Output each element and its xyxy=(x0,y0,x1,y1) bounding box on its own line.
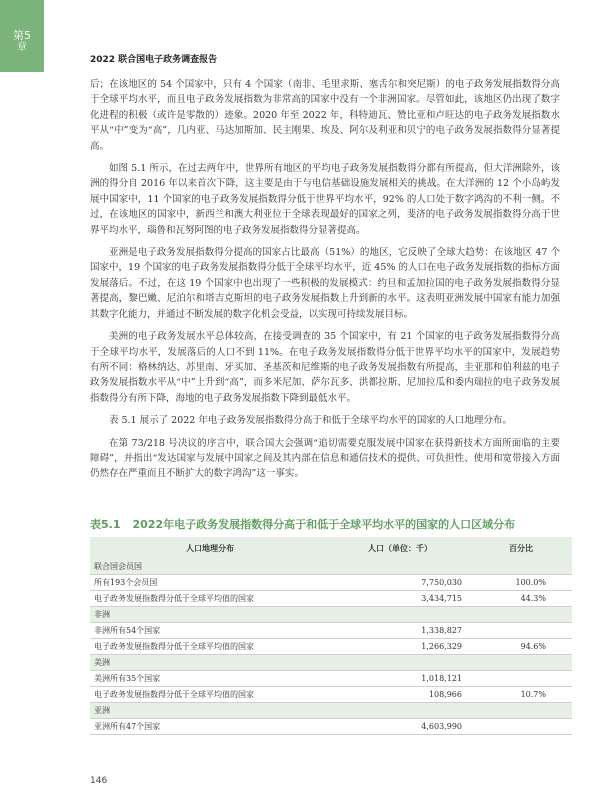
table-group-row xyxy=(90,607,572,623)
population-cell: 1,266,329 xyxy=(330,639,470,655)
percent-cell: 10.7% xyxy=(470,687,572,703)
group-label: 联合国会员国 xyxy=(90,559,572,575)
population-cell: 3,434,715 xyxy=(330,591,470,607)
table-number: 表5.1 xyxy=(90,518,121,531)
paragraph: 表 5.1 展示了 2022 年电子政务发展指数得分高于和低于全球平均水平的国家的人口地理分布。 xyxy=(109,415,512,427)
table-group-row xyxy=(90,655,572,671)
page-number: 146 xyxy=(90,776,108,786)
population-cell: 7,750,030 xyxy=(330,575,470,591)
chapter-tab xyxy=(0,0,44,72)
percent-cell xyxy=(470,623,572,639)
row-label: 美洲所有35个国家 xyxy=(90,671,330,687)
paragraph: 亚洲是电子政务发展指数得分提高的国家占比最高（51%）的地区，它反映了全球大趋势：在该地区 47 个国家中，19 个国家的电子政务发展指数得分低于全球平均水平，近 45% 的人口在电子政务发展指数的指标方面发展落后。不过，在这 19 个国家中也出现了一些积极的发展模式：约旦和孟加拉国的电子政务发展指数得分显著提高，黎巴嫩、尼泊尔和塔吉克斯坦的电子政务发展指数上升到新的水平。这表明亚洲发展中国家有能力加强其数字化能力，并通过不断发展的数字化机会受益，以实现可持续发展目标。 xyxy=(90,247,560,320)
group-label: 非洲 xyxy=(90,607,572,623)
table-row xyxy=(90,719,572,735)
group-label: 亚洲 xyxy=(90,703,572,719)
column-header: 百分比 xyxy=(470,537,572,559)
table-row xyxy=(90,687,572,703)
body-text xyxy=(90,77,560,489)
table-row xyxy=(90,623,572,639)
table-row xyxy=(90,639,572,655)
population-cell: 1,338,827 xyxy=(330,623,470,639)
population-table xyxy=(90,537,572,735)
table-row xyxy=(90,575,572,591)
chapter-label: 章 xyxy=(17,42,27,53)
row-label: 所有193个会员国 xyxy=(90,575,330,591)
column-header: 人口（单位：千） xyxy=(330,537,470,559)
table-group-row xyxy=(90,703,572,719)
table-title-text: 2022年电子政务发展指数得分高于和低于全球平均水平的国家的人口区域分布 xyxy=(132,518,516,531)
table-row xyxy=(90,671,572,687)
percent-cell: 100.0% xyxy=(470,575,572,591)
group-label: 美洲 xyxy=(90,655,572,671)
paragraph: 在第 73/218 号决议的序言中，联合国大会强调“追切需要克服发展中国家在获得新技术方面所面临的主要障碍”，并指出“发达国家与发展中国家之间及其内部在信息和通信技术的提供、可负担性、使用和宽带接入方面仍然存在严重而且不断扩大的数字鸿沟”这一事实。 xyxy=(90,437,560,480)
percent-cell: 94.6% xyxy=(470,639,572,655)
row-label: 非洲所有54个国家 xyxy=(90,623,330,639)
column-header: 人口地理分布 xyxy=(90,537,330,559)
population-cell: 108,966 xyxy=(330,687,470,703)
paragraph: 后；在该地区的 54 个国家中，只有 4 个国家（南非、毛里求斯、塞舌尔和突尼斯）的电子政务发展指数得分高于全球平均水平，而且电子政务发展指数为非常高的国家中没有一个非洲国家。尽管如此，该地区仍出现了数字化进程的积极（或许是零散的）迹象。2020 年至 2022 年，科特迪瓦、赞比亚和卢旺达的电子政务发展指数水平从“中”变为“高”，几内亚、马达加斯加、民主刚果、埃及、阿尔及利亚和贝宁的电子政务发展指数得分显著提高。 xyxy=(90,79,560,152)
paragraph: 美洲的电子政务发展水平总体较高，在接受调查的 35 个国家中，有 21 个国家的电子政务发展指数得分高于全球平均水平，发展落后的人口不到 11%。在电子政务发展指数得分低于世界平均水平的国家中，发展趋势有所不同：格林纳达、苏里南、牙买加、圣基茨和尼维斯的电子政务发展指数有所提高，圭亚那和伯利兹的电子政务发展指数水平从“中”上升到“高”，而多米尼加、萨尔瓦多、洪都拉斯、尼加拉瓜和委内瑞拉的电子政务发展指数得分有所下降，海地的电子政务发展指数下降到最低水平。 xyxy=(90,331,560,404)
population-cell: 1,018,121 xyxy=(330,671,470,687)
percent-cell: 44.3% xyxy=(470,591,572,607)
table-body xyxy=(90,559,572,735)
paragraph: 如图 5.1 所示，在过去两年中，世界所有地区的平均电子政务发展指数得分都有所提高，但大洋洲除外，该洲的得分自 2016 年以来首次下降，这主要是由于与电信基础设施发展相关的挑战。在大洋洲的 12 个小岛屿发展中国家中，11 个国家的电子政务发展指数得分低于世界平均水平，92% 的人口处于数字鸿沟的不利一侧。不过，在该地区的国家中，新西兰和澳大利亚位于全球表现最好的国家之列，斐济的电子政务发展指数得分高于世界平均水平，瑙鲁和瓦努阿图的电子政务发展指数得分显著提高。 xyxy=(90,163,560,236)
percent-cell xyxy=(470,719,572,735)
table-row xyxy=(90,591,572,607)
table-title xyxy=(90,516,570,532)
running-head: 2022 联合国电子政务调查报告 xyxy=(90,55,218,65)
row-label: 电子政务发展指数得分低于全球平均值的国家 xyxy=(90,639,330,655)
row-label: 电子政务发展指数得分低于全球平均值的国家 xyxy=(90,687,330,703)
percent-cell xyxy=(470,671,572,687)
chapter-number: 第5 xyxy=(13,29,31,42)
population-cell: 4,603,990 xyxy=(330,719,470,735)
table-header-row xyxy=(90,537,572,559)
table-group-row xyxy=(90,559,572,575)
row-label: 亚洲所有47个国家 xyxy=(90,719,330,735)
row-label: 电子政务发展指数得分低于全球平均值的国家 xyxy=(90,591,330,607)
